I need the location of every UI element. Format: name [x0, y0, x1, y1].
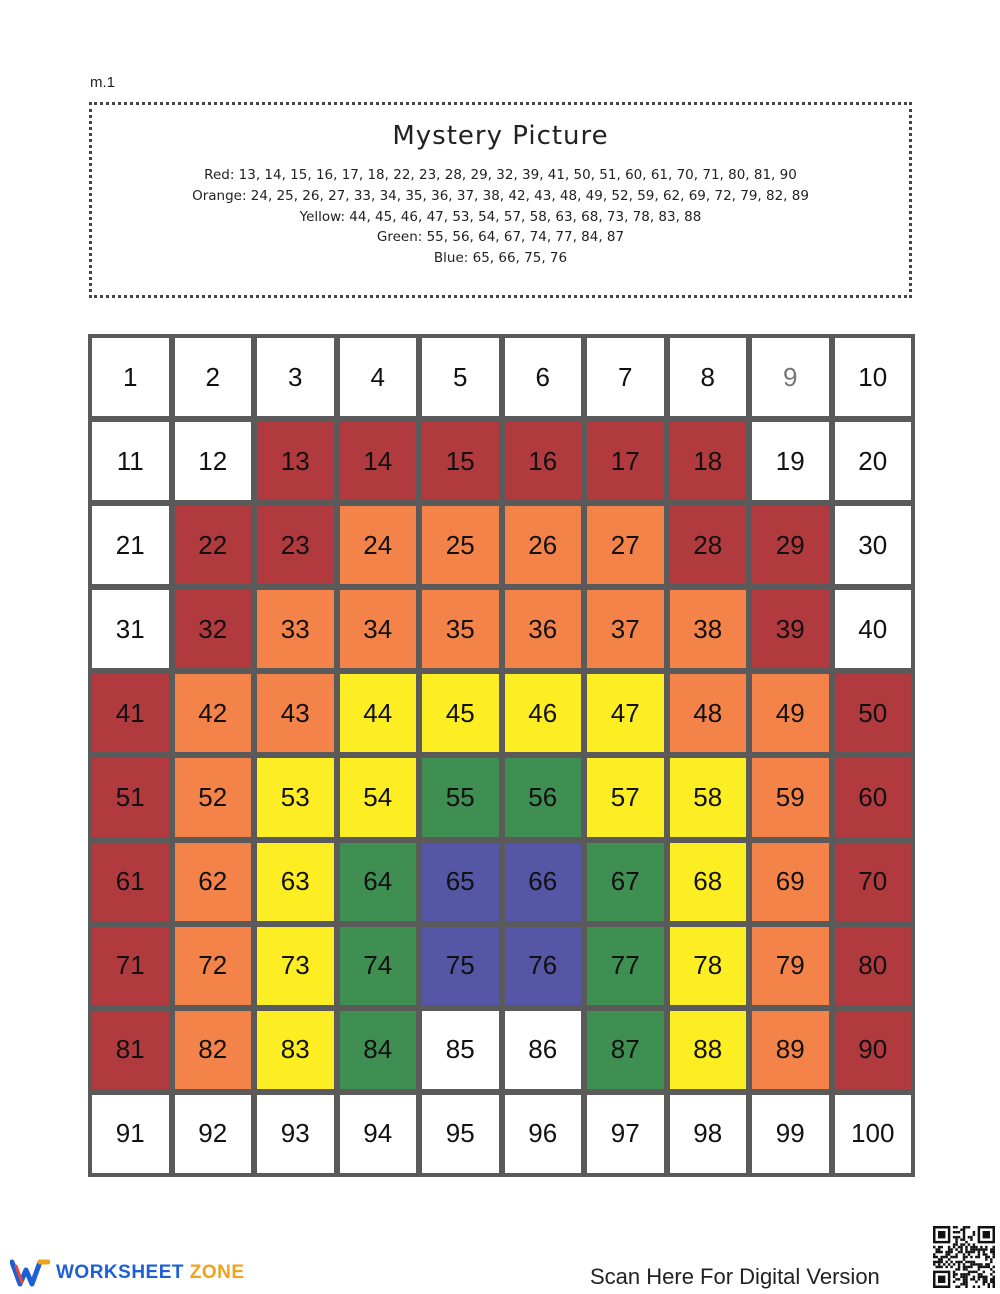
grid-cell-58: 58: [670, 758, 747, 836]
grid-cell-24: 24: [340, 506, 417, 584]
grid-cell-20: 20: [835, 422, 912, 500]
grid-cell-78: 78: [670, 927, 747, 1005]
grid-cell-67: 67: [587, 843, 664, 921]
key-line-red: Red: 13, 14, 15, 16, 17, 18, 22, 23, 28, 29, 32, 39, 41, 50, 51, 60, 61, 70, 71, 80, 81, 90: [204, 167, 797, 183]
grid-cell-32: 32: [175, 590, 252, 668]
grid-cell-22: 22: [175, 506, 252, 584]
grid-cell-65: 65: [422, 843, 499, 921]
color-key-list: [92, 165, 909, 269]
grid-cell-88: 88: [670, 1011, 747, 1089]
key-line-yellow: Yellow: 44, 45, 46, 47, 53, 54, 57, 58, 63, 68, 73, 78, 83, 88: [299, 208, 702, 225]
grid-cell-15: 15: [422, 422, 499, 500]
hundred-chart-grid: [88, 334, 915, 1177]
grid-cell-39: 39: [752, 590, 829, 668]
grid-cell-59: 59: [752, 758, 829, 836]
grid-cell-97: 97: [587, 1095, 664, 1173]
grid-cell-52: 52: [175, 758, 252, 836]
grid-cell-37: 37: [587, 590, 664, 668]
grid-cell-50: 50: [835, 674, 912, 752]
grid-cell-53: 53: [257, 758, 334, 836]
grid-cell-33: 33: [257, 590, 334, 668]
grid-cell-80: 80: [835, 927, 912, 1005]
grid-cell-19: 19: [752, 422, 829, 500]
grid-cell-27: 27: [587, 506, 664, 584]
page-title: Mystery Picture: [392, 121, 609, 151]
grid-cell-54: 54: [340, 758, 417, 836]
grid-cell-1: 1: [92, 338, 169, 416]
grid-cell-41: 41: [92, 674, 169, 752]
grid-cell-63: 63: [257, 843, 334, 921]
grid-cell-77: 77: [587, 927, 664, 1005]
grid-cell-38: 38: [670, 590, 747, 668]
logo-text-worksheet: WORKSHEET: [56, 1262, 184, 1283]
grid-cell-98: 98: [670, 1095, 747, 1173]
grid-cell-31: 31: [92, 590, 169, 668]
worksheet-zone-logo: [10, 1258, 245, 1288]
grid-cell-84: 84: [340, 1011, 417, 1089]
grid-cell-49: 49: [752, 674, 829, 752]
grid-cell-69: 69: [752, 843, 829, 921]
logo-w-icon: [10, 1258, 50, 1288]
grid-cell-96: 96: [505, 1095, 582, 1173]
grid-cell-95: 95: [422, 1095, 499, 1173]
grid-cell-17: 17: [587, 422, 664, 500]
grid-cell-70: 70: [835, 843, 912, 921]
grid-cell-74: 74: [340, 927, 417, 1005]
grid-cell-81: 81: [92, 1011, 169, 1089]
grid-cell-91: 91: [92, 1095, 169, 1173]
grid-cell-6: 6: [505, 338, 582, 416]
grid-cell-11: 11: [92, 422, 169, 500]
grid-cell-2: 2: [175, 338, 252, 416]
grid-cell-21: 21: [92, 506, 169, 584]
grid-cell-86: 86: [505, 1011, 582, 1089]
grid-cell-43: 43: [257, 674, 334, 752]
grid-cell-66: 66: [505, 843, 582, 921]
grid-cell-45: 45: [422, 674, 499, 752]
grid-cell-28: 28: [670, 506, 747, 584]
grid-cell-71: 71: [92, 927, 169, 1005]
grid-cell-16: 16: [505, 422, 582, 500]
grid-cell-79: 79: [752, 927, 829, 1005]
grid-cell-68: 68: [670, 843, 747, 921]
grid-cell-73: 73: [257, 927, 334, 1005]
key-line-blue: Blue: 65, 66, 75, 76: [433, 250, 568, 267]
grid-cell-26: 26: [505, 506, 582, 584]
grid-cell-8: 8: [670, 338, 747, 416]
grid-cell-5: 5: [422, 338, 499, 416]
grid-cell-90: 90: [835, 1011, 912, 1089]
grid-cell-99: 99: [752, 1095, 829, 1173]
grid-cell-34: 34: [340, 590, 417, 668]
grid-cell-25: 25: [422, 506, 499, 584]
grid-cell-4: 4: [340, 338, 417, 416]
grid-cell-35: 35: [422, 590, 499, 668]
grid-cell-23: 23: [257, 506, 334, 584]
logo-text-zone: ZONE: [189, 1262, 245, 1283]
grid-cell-85: 85: [422, 1011, 499, 1089]
grid-cell-40: 40: [835, 590, 912, 668]
grid-cell-44: 44: [340, 674, 417, 752]
grid-cell-72: 72: [175, 927, 252, 1005]
grid-cell-47: 47: [587, 674, 664, 752]
grid-cell-10: 10: [835, 338, 912, 416]
grid-cell-51: 51: [92, 758, 169, 836]
grid-cell-29: 29: [752, 506, 829, 584]
grid-cell-57: 57: [587, 758, 664, 836]
grid-cell-14: 14: [340, 422, 417, 500]
grid-cell-94: 94: [340, 1095, 417, 1173]
key-line-green: Green: 55, 56, 64, 67, 74, 77, 84, 87: [376, 229, 625, 246]
grid-cell-18: 18: [670, 422, 747, 500]
grid-cell-87: 87: [587, 1011, 664, 1089]
grid-cell-64: 64: [340, 843, 417, 921]
grid-cell-76: 76: [505, 927, 582, 1005]
grid-cell-100: 100: [835, 1095, 912, 1173]
grid-cell-56: 56: [505, 758, 582, 836]
qr-code-icon[interactable]: [933, 1226, 995, 1288]
grid-cell-62: 62: [175, 843, 252, 921]
grid-cell-7: 7: [587, 338, 664, 416]
grid-cell-42: 42: [175, 674, 252, 752]
grid-cell-30: 30: [835, 506, 912, 584]
color-key-box: [89, 102, 912, 298]
grid-cell-60: 60: [835, 758, 912, 836]
page-code: m.1: [90, 74, 116, 91]
grid-cell-9: 9: [752, 338, 829, 416]
grid-cell-3: 3: [257, 338, 334, 416]
grid-cell-82: 82: [175, 1011, 252, 1089]
key-line-orange: Orange: 24, 25, 26, 27, 33, 34, 35, 36, 37, 38, 42, 43, 48, 49, 52, 59, 62, 69, 72, 79, 82, 89: [192, 187, 809, 204]
grid-cell-61: 61: [92, 843, 169, 921]
grid-cell-12: 12: [175, 422, 252, 500]
grid-cell-92: 92: [175, 1095, 252, 1173]
grid-cell-89: 89: [752, 1011, 829, 1089]
grid-cell-48: 48: [670, 674, 747, 752]
grid-cell-75: 75: [422, 927, 499, 1005]
grid-cell-36: 36: [505, 590, 582, 668]
grid-cell-13: 13: [257, 422, 334, 500]
grid-cell-93: 93: [257, 1095, 334, 1173]
scan-instruction: Scan Here For Digital Version: [590, 1264, 880, 1289]
grid-cell-83: 83: [257, 1011, 334, 1089]
grid-cell-55: 55: [422, 758, 499, 836]
grid-cell-46: 46: [505, 674, 582, 752]
